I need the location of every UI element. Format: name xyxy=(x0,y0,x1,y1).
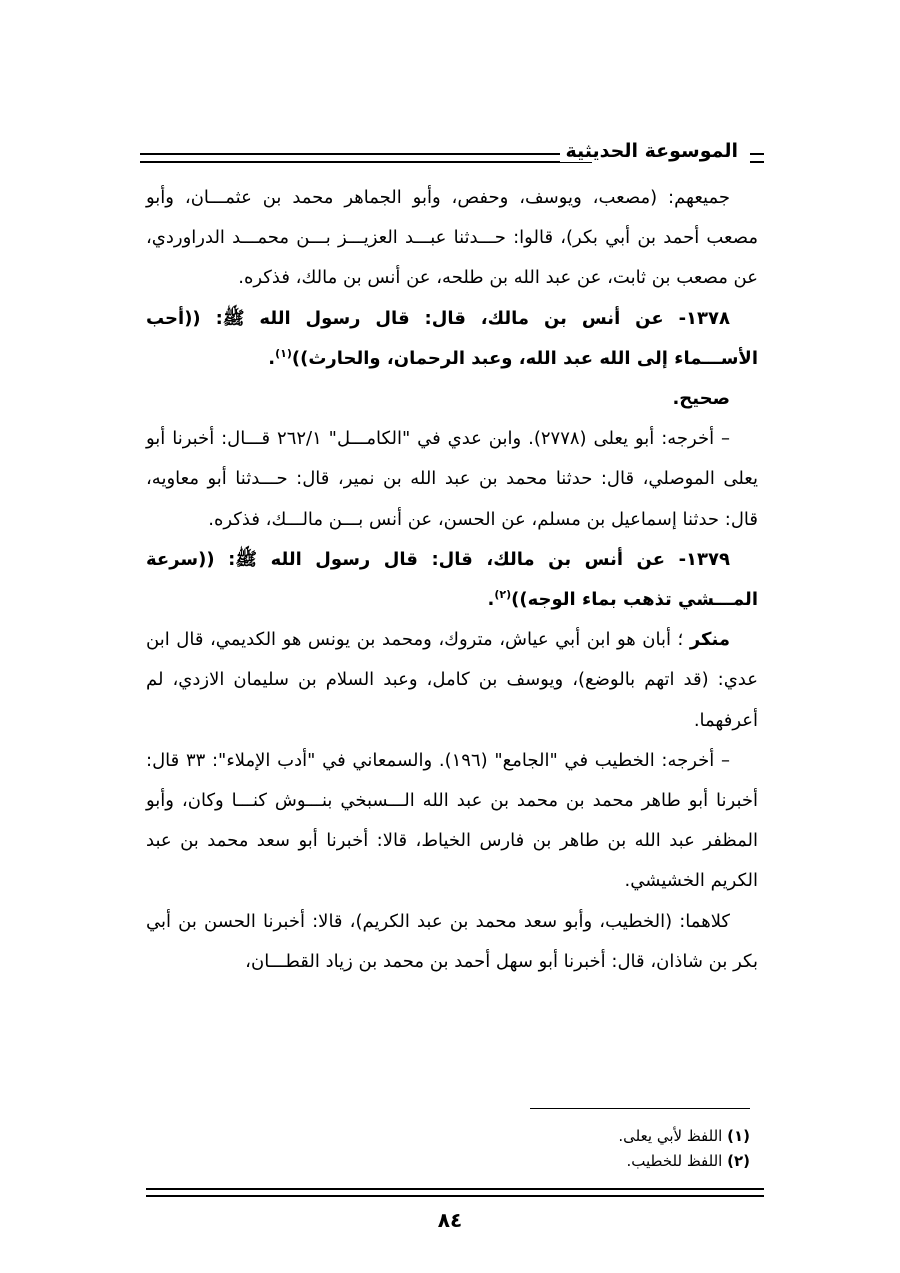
main-text xyxy=(146,178,758,982)
running-header xyxy=(140,142,764,172)
footer-rule xyxy=(146,1188,764,1197)
hadith-text: ١٣٧٨- عن أنس بن مالك، قال: قال رسول الله ﷺ: ((أحب الأســـماء إلى الله عبد الله، وعبد الرحمان، والحارث)) xyxy=(146,307,758,369)
footnote-marker: (٢) xyxy=(727,1152,750,1170)
paragraph-text: جميعهم: (مصعب، ويوسف، وحفص، وأبو الجماهر محمد بن عثمـــان، وأبو مصعب أحمد بن أبي بكر)، قالوا: حـــدثنا عبـــد العزيـــز بـــن محمـــد الدراوردي، عن مصعب بن ثابت، عن عبد الله بن طلحه، عن أنس بن مالك، فذكره. xyxy=(146,187,758,289)
footnote xyxy=(230,1149,750,1174)
footnotes xyxy=(230,1124,750,1174)
header-rule-left xyxy=(140,153,592,163)
takhrij-paragraph xyxy=(146,741,758,902)
header-title: الموسوعة الحديثية xyxy=(560,140,745,162)
paragraph xyxy=(146,902,758,982)
paragraph-text: كلاهما: (الخطيب، وأبو سعد محمد بن عبد الكريم)، قالا: أخبرنا الحسن بن أبي بكر بن شاذان، قال: أخبرنا أبو سهل أحمد بن محمد بن زياد القطـــان، xyxy=(146,910,758,972)
grading-paragraph xyxy=(146,620,758,741)
footnote-separator xyxy=(530,1108,750,1109)
hadith-text: ١٣٧٩- عن أنس بن مالك، قال: قال رسول الله ﷺ: ((سرعة المـــشي تذهب بماء الوجه)) xyxy=(146,548,758,611)
grading-label xyxy=(146,379,758,419)
hadith-entry-1378 xyxy=(146,299,758,379)
footnote-text: اللفظ للخطيب. xyxy=(626,1152,728,1170)
footnote-ref: (٢) xyxy=(494,588,512,602)
hadith-entry-1379 xyxy=(146,540,758,620)
paragraph xyxy=(146,178,758,299)
paragraph-text: – أخرجه: أبو يعلى (٢٧٧٨). وابن عدي في "الكامـــل" ٢٦٢/١ قـــال: أخبرنا أبو يعلى الموصلي، قال: حدثنا محمد بن عبد الله بن نمير، قال: حـــدثنا أبو معاويه، قال: حدثنا إسماعيل بن مسلم، عن الحسن، عن أنس بـــن مالـــك، فذكره. xyxy=(146,428,758,530)
paragraph-text: ؛ أبان هو ابن أبي عياش، متروك، ومحمد بن يونس هو الكديمي، قال ابن عدي: (قد اتهم بالوضع)، ويوسف بن كامل، وعبد السلام بن سليمان الازدي، لم أعرفهما. xyxy=(146,629,758,731)
footnote-text: اللفظ لأبي يعلى. xyxy=(618,1127,728,1145)
hadith-tail: . xyxy=(487,589,495,611)
footnote xyxy=(230,1124,750,1149)
hadith-tail: . xyxy=(268,347,276,369)
header-rule-right xyxy=(750,153,764,163)
footnote-ref: (١) xyxy=(275,346,292,360)
paragraph-text: – أخرجه: الخطيب في "الجامع" (١٩٦). والسمعاني في "أدب الإملاء": ٣٣ قال: أخبرنا أبو طاهر محمد بن محمد بن عبد الله الـــسبخي بنـــوش كنـــا وكان، وأبو المظفر عبد الله بن طاهر بن فارس الخياط، قالا: أخبرنا أبو سعد محمد بن عبد الكريم الخشيشي. xyxy=(146,749,758,892)
grading-lead: منكر xyxy=(689,629,730,651)
grading-text: صحيح. xyxy=(672,388,730,410)
footnote-marker: (١) xyxy=(727,1127,750,1145)
page-number: ٨٤ xyxy=(437,1208,463,1232)
takhrij-paragraph xyxy=(146,419,758,540)
